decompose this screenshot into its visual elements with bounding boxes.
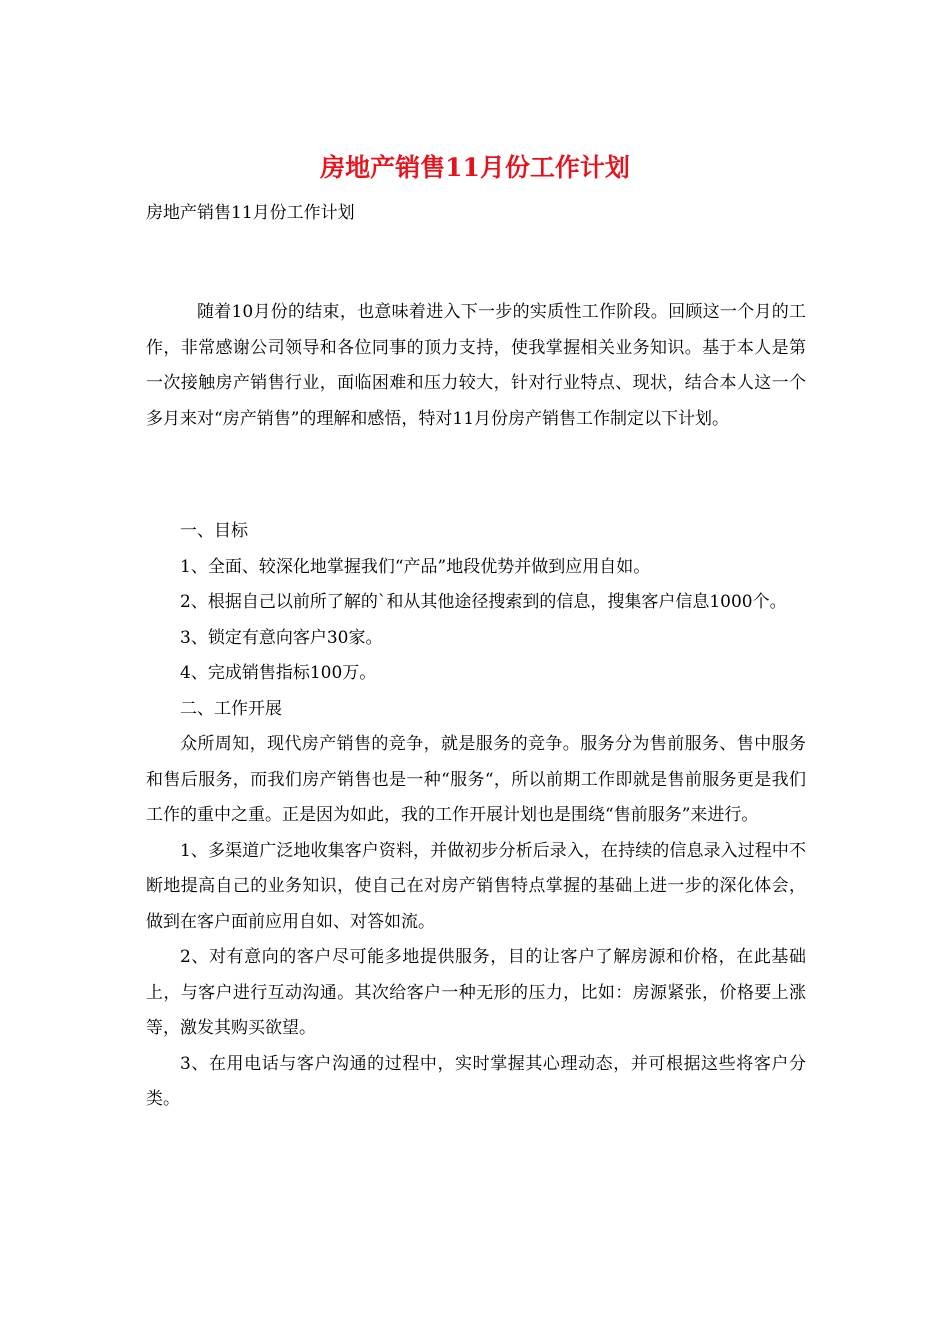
main-section xyxy=(146,514,806,1118)
work-intro-paragraph: 众所周知，现代房产销售的竞争，就是服务的竞争。服务分为售前服务、售中服务和售后服务，而我们房产销售也是一种“服务“，所以前期工作即就是售前服务更是我们工作的重中之重。正是因为如此，我的工作开展计划也是围绕“售前服务”来进行。 xyxy=(146,734,806,825)
goal-item-2: 2、根据自己以前所了解的`和从其他途径搜索到的信息，搜集客户信息1000个。 xyxy=(180,592,787,612)
intro-section xyxy=(146,295,806,437)
work-item-1: 1、多渠道广泛地收集客户资料，并做初步分析后录入，在持续的信息录入过程中不断地提高自己的业务知识，使自己在对房产销售特点掌握的基础上进一步的深化体会，做到在客户面前应用自如、对答如流。 xyxy=(146,840,806,932)
goal-item-3: 3、锁定有意向客户30家。 xyxy=(180,627,383,648)
section-heading-goals: 一、目标 xyxy=(180,521,248,541)
work-item-2: 2、对有意向的客户尽可能多地提供服务，目的让客户了解房源和价格，在此基础上，与客户进行互动沟通。其次给客户一种无形的压力，比如：房源紧张，价格要上涨等，激发其购买欲望。 xyxy=(146,947,806,1038)
work-item-3: 3、在用电话与客户沟通的过程中，实时掌握其心理动态，并可根据这些将客户分类。 xyxy=(146,1053,806,1109)
goal-item-4: 4、完成销售指标100万。 xyxy=(180,663,377,683)
document-subtitle: 房地产销售11月份工作计划 xyxy=(146,203,355,223)
goal-item-1: 1、全面、较深化地掌握我们“产品”地段优势并做到应用自如。 xyxy=(180,556,651,577)
section-heading-work: 二、工作开展 xyxy=(180,698,282,719)
document-title: 房地产销售11月份工作计划 xyxy=(320,153,630,182)
intro-paragraph: 随着10月份的结束，也意味着进入下一步的实质性工作阶段。回顾这一个月的工作，非常感谢公司领导和各位同事的顶力支持，使我掌握相关业务知识。基于本人是第一次接触房产销售行业，面临困难和压力较大，针对行业特点、现状，结合本人这一个多月来对“房产销售”的理解和感悟，特对11月份房产销售工作制定以下计划。 xyxy=(146,302,806,429)
